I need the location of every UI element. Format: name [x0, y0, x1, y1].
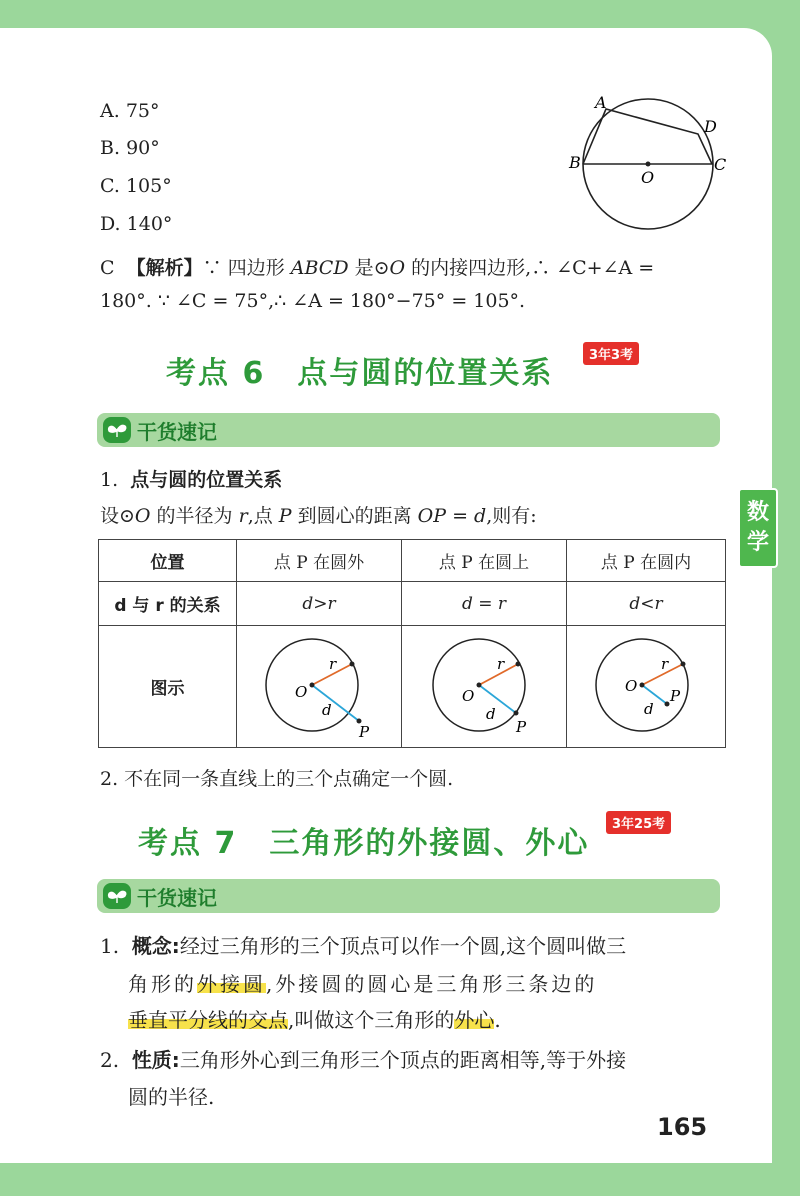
diagram-outside: [259, 629, 379, 739]
section-6-badge: 3年3考: [583, 342, 639, 365]
diagram-on-cell: [402, 626, 567, 748]
svg-text:P: P: [516, 718, 527, 736]
row-diagram-label: 图示: [99, 626, 237, 748]
section-7-bar: [97, 879, 720, 913]
section-6-intro: 设⊙O 的半径为 r,点 P 到圆心的距离 OP = d,则有:: [100, 505, 537, 527]
section-6-title: 考点 6 点与圆的位置关系: [166, 356, 554, 391]
svg-text:P: P: [359, 723, 370, 739]
point-circle-relation-table: [98, 539, 726, 748]
section-7-title: 考点 7 三角形的外接圆、外心: [138, 826, 590, 861]
bottom-border: [0, 1163, 800, 1196]
table-row: [99, 626, 726, 748]
table-row: [99, 582, 726, 626]
header-on: 点 P 在圆上: [402, 540, 567, 582]
table-row: [99, 540, 726, 582]
label-a: A: [595, 93, 607, 112]
label-b: B: [569, 153, 581, 172]
svg-text:P: P: [670, 687, 681, 705]
header-outside: 点 P 在圆外: [237, 540, 402, 582]
option-a: A. 75°: [100, 100, 160, 122]
diagram-inside-cell: [567, 626, 726, 748]
svg-text:r: r: [497, 655, 505, 673]
page-number: 165: [657, 1113, 708, 1141]
svg-text:O: O: [462, 687, 475, 705]
highlight-circumcenter: 外心: [454, 1008, 495, 1032]
sprout-icon: [103, 417, 131, 443]
option-d: D. 140°: [100, 213, 173, 235]
label-d: D: [704, 117, 717, 136]
header-inside: 点 P 在圆内: [567, 540, 726, 582]
row-relation-label: d 与 r 的关系: [99, 582, 237, 626]
answer-line-2: 180°. ∵ ∠C = 75°,∴ ∠A = 180°−75° = 105°.: [100, 290, 526, 312]
section-6-item-2: 2. 不在同一条直线上的三个点确定一个圆.: [100, 768, 454, 790]
svg-text:d: d: [486, 705, 496, 723]
option-b: B. 90°: [100, 137, 160, 159]
header-position: 位置: [99, 540, 237, 582]
subject-tab-math[interactable]: 数 学: [738, 488, 778, 568]
section-7-item-1-line-1: 1. 概念:经过三角形的三个顶点可以作一个圆,这个圆叫做三: [100, 934, 627, 958]
svg-text:d: d: [322, 701, 332, 719]
svg-text:O: O: [625, 677, 638, 695]
section-7-item-2-line-1: 2. 性质:三角形外心到三角形三个顶点的距离相等,等于外接: [100, 1048, 627, 1072]
highlight-circumcircle: 外接圆: [197, 972, 266, 996]
section-7-item-1-line-3: 垂直平分线的交点,叫做这个三角形的外心.: [128, 1008, 501, 1032]
relation-inside: d<r: [567, 582, 726, 626]
svg-text:d: d: [644, 700, 654, 718]
highlight-bisector-intersection: 垂直平分线的交点: [128, 1008, 288, 1032]
section-6-item-1-heading: 1. 点与圆的位置关系: [100, 469, 283, 491]
section-6-bar: [97, 413, 720, 447]
section-6-bar-label: 干货速记: [137, 419, 217, 444]
relation-outside: d>r: [237, 582, 402, 626]
section-7-item-2-line-2: 圆的半径.: [128, 1085, 215, 1109]
diagram-on: [424, 629, 544, 739]
relation-on: d = r: [402, 582, 567, 626]
section-7-bar-label: 干货速记: [137, 885, 217, 910]
section-7-badge: 3年25考: [606, 811, 671, 834]
diagram-inside: [586, 629, 706, 739]
answer-line-1: C 【解析】∵ 四边形 ABCD 是⊙O 的内接四边形,∴ ∠C+∠A =: [100, 257, 655, 279]
label-o: O: [641, 168, 655, 187]
inscribed-quadrilateral-figure: [566, 92, 736, 252]
svg-text:O: O: [295, 683, 308, 701]
section-7-item-1-line-2: 角形的外接圆,外接圆的圆心是三角形三条边的: [128, 972, 598, 996]
label-c: C: [714, 155, 727, 174]
svg-text:r: r: [329, 655, 337, 673]
option-c: C. 105°: [100, 175, 172, 197]
sprout-icon: [103, 883, 131, 909]
svg-text:r: r: [661, 655, 669, 673]
diagram-outside-cell: [237, 626, 402, 748]
